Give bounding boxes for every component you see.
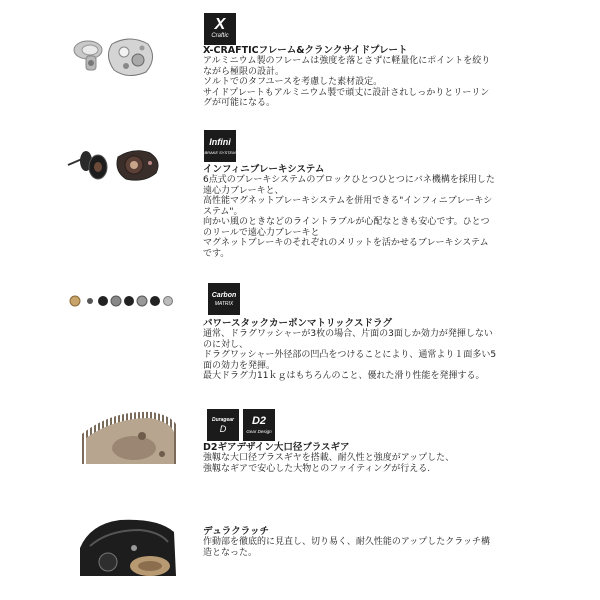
description-line: 造となった。 xyxy=(203,547,258,558)
feature-text xyxy=(203,318,533,382)
description-line: ソルトでのタフユースを考慮した素材設定。 xyxy=(203,77,383,87)
feature-text xyxy=(203,45,533,109)
feature-title: デュラクラッチ xyxy=(203,526,270,537)
logo-caption: MATRIX xyxy=(214,300,234,307)
logo-mark: Duragear xyxy=(212,416,234,423)
crank-side-plate-part xyxy=(108,39,152,76)
drag-washers-photo xyxy=(68,292,180,310)
description-line: 6点式のブレーキシステムのブロックひとつひとつにバネ機構を採用した xyxy=(203,175,495,185)
washer xyxy=(70,296,80,306)
feature-text xyxy=(203,442,533,474)
description-line: 向かい風のときなどのライントラブルが心配なときも安心です。ひとつ xyxy=(203,217,490,227)
logo-caption: Gear Design xyxy=(246,429,272,434)
brake-spool-part xyxy=(68,151,107,179)
d2-gear-design-logo-badge xyxy=(243,409,275,441)
washer xyxy=(150,296,160,306)
logo-mark: Infini xyxy=(209,137,231,147)
description-line: です。 xyxy=(203,248,230,259)
logo-mark: Carbon xyxy=(211,291,237,299)
reel-spool-core xyxy=(138,561,162,571)
xcraftic-logo-badge xyxy=(204,13,236,45)
brake-system-photo xyxy=(64,145,164,185)
description-line: グが可能になる。 xyxy=(203,98,276,108)
gear-hub xyxy=(112,436,156,460)
gear-hole xyxy=(159,451,165,457)
carbon-matrix-logo-badge xyxy=(208,283,240,315)
brass-gear-photo xyxy=(82,408,178,464)
brake-sideplate-part xyxy=(117,151,158,180)
description-line: 遠心力ブレーキと、 xyxy=(203,185,284,196)
description-line: 高性能マグネットブレーキシステムを併用できる"インフィニブレーキシ xyxy=(203,196,493,206)
duragear-logo-badge xyxy=(207,409,239,441)
description-line: アルミニウム製のフレームは強度を落とさずに軽量化にポイントを絞り xyxy=(203,56,491,66)
logo-mark: D2 xyxy=(251,415,267,427)
description-line: 最大ドラグ力11ｋｇはもちろんのこと、優れた滑り性能を発揮する。 xyxy=(203,371,485,381)
feature-title: D2ギアデザイン大口径ブラスギア xyxy=(203,442,350,453)
logo-caption: Craftic xyxy=(211,33,229,39)
description-line: 強靱なギアで安心した大物とのファイティングが行える. xyxy=(203,463,431,474)
washer xyxy=(87,298,93,304)
gear-hole xyxy=(138,432,146,440)
description-line: 面の効力を発揮。 xyxy=(203,360,276,371)
aluminum-frame-part xyxy=(74,41,102,70)
description-line: ステム"。 xyxy=(203,206,243,217)
washer xyxy=(98,296,108,306)
logo-mark: X xyxy=(214,16,226,33)
description-line: のに対し、 xyxy=(203,339,249,350)
feature-title: パワースタックカーボンマトリックスドラグ xyxy=(203,318,393,329)
description-line: ドラグワッシャー外径部の凹凸をつけることにより、通常より１面多い5 xyxy=(203,350,497,360)
description-line: のリールで遠心力ブレーキと xyxy=(203,227,320,238)
feature-text xyxy=(203,526,533,558)
description-line: 通常、ドラグワッシャーが3枚の場合、片面の3面しか効力が発揮しない xyxy=(203,329,493,339)
washer xyxy=(137,296,147,306)
description-line: サイドプレートもアルミニウム製で頑丈に設計されしっかりとリーリン xyxy=(203,87,490,98)
feature-title: X-CRAFTICフレーム&クランクサイドプレート xyxy=(203,45,408,56)
reel-screw xyxy=(131,545,137,551)
logo-caption: D xyxy=(219,423,227,434)
description-line: 強靱な大口径ブラスギヤを搭載、耐久性と強度がアップした、 xyxy=(203,453,455,463)
washer xyxy=(111,296,121,306)
description-line: マグネットブレーキのそれぞれのメリットを活かせるブレーキシステム xyxy=(203,238,489,248)
infini-brake-logo-badge xyxy=(204,130,236,162)
logo-caption: BRAKE SYSTEM xyxy=(204,150,236,155)
frame-and-sideplate-photo xyxy=(70,36,160,82)
description-line: ながら極限の設計。 xyxy=(203,66,285,77)
clutch-reel-photo xyxy=(80,518,176,576)
feature-text xyxy=(203,164,533,259)
washer xyxy=(124,296,134,306)
feature-title: インフィニブレーキシステム xyxy=(203,164,325,175)
washer xyxy=(164,297,173,306)
description-line: 作動部を徹底的に見直し、切り易く、耐久性能のアップしたクラッチ構 xyxy=(203,537,491,547)
reel-knob xyxy=(99,553,117,571)
